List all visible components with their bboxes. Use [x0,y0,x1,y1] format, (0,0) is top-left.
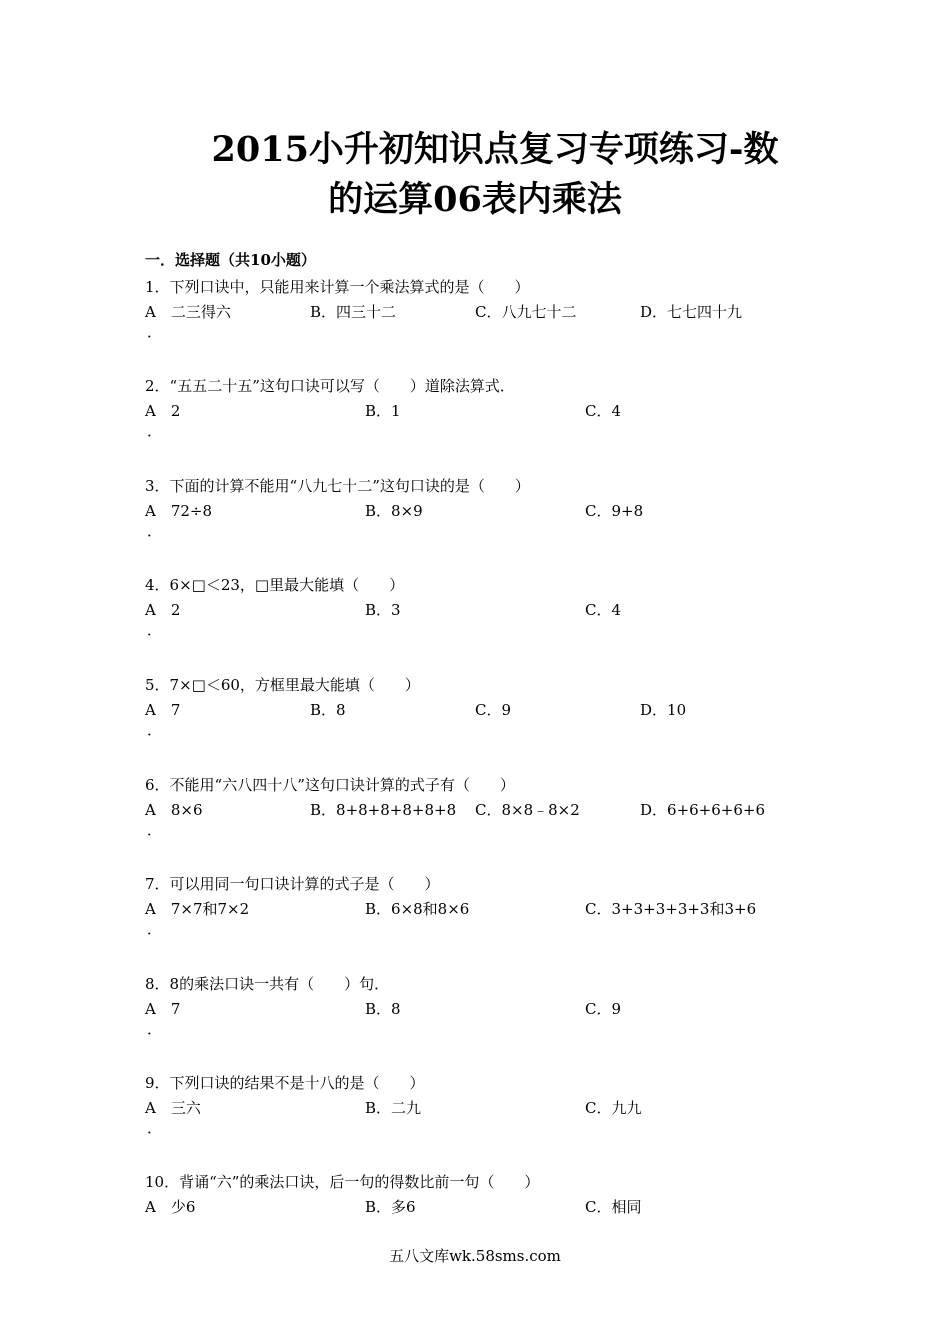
question-stem: 9．下列口诀的结果不是十八的是（ ） [145,1074,425,1092]
option-b: B．3 [365,601,401,619]
question-2 [145,374,845,450]
option-a: A 少6 [145,1198,196,1216]
question-stem: 8．8的乘法口诀一共有（ ）句． [145,975,390,993]
option-a: A 7 [145,1000,181,1018]
question-stem: 6．不能用“六八四十八”这句口诀计算的式子有（ ） [145,776,515,794]
option-row [145,398,845,424]
question-8 [145,972,845,1048]
question-stem: 7．可以用同一句口诀计算的式子是（ ） [145,875,440,893]
question-7 [145,872,845,948]
question-9 [145,1071,845,1147]
option-d: D．10 [640,701,687,719]
option-row [145,697,845,723]
option-b: B．二九 [365,1099,422,1117]
option-a: A 三六 [145,1099,201,1117]
option-dot: ． [147,920,163,938]
option-dot: ． [147,323,163,341]
option-b: B．多6 [365,1198,416,1216]
question-5 [145,673,845,749]
question-10 [145,1170,845,1220]
option-row [145,299,845,325]
question-4 [145,573,845,649]
option-b: B．8 [310,701,346,719]
option-c: C．4 [585,601,622,619]
option-row [145,1095,845,1121]
option-c: C．3+3+3+3+3和3+6 [585,900,757,918]
option-c: C．9 [475,701,512,719]
option-a: A 8×6 [145,801,203,819]
option-row [145,1194,845,1220]
option-b: B．1 [365,402,401,420]
option-c: C．9 [585,1000,622,1018]
question-stem: 5．7×□＜60，方框里最大能填（ ） [145,676,420,694]
option-c: C．八九七十二 [475,303,577,321]
option-c: C．相同 [585,1198,642,1216]
option-a: A 二三得六 [145,303,231,321]
question-stem: 10．背诵“六”的乘法口诀，后一句的得数比前一句（ ） [145,1173,540,1191]
option-a: A 72÷8 [145,502,213,520]
option-row [145,597,845,623]
section-heading: 一．选择题（共10小题） [145,251,316,269]
page-footer: 五八文库wk.58sms.com [389,1247,561,1265]
option-a: A 2 [145,601,181,619]
option-dot: ． [147,522,163,540]
option-a: A 2 [145,402,181,420]
option-row [145,896,845,922]
option-dot: ． [147,821,163,839]
option-row [145,797,845,823]
option-c: C．9+8 [585,502,644,520]
option-d: D．七七四十九 [640,303,743,321]
question-stem: 1．下列口诀中，只能用来计算一个乘法算式的是（ ） [145,278,530,296]
option-a: A 7×7和7×2 [145,900,250,918]
option-dot: ． [147,621,163,639]
option-dot: ． [147,1119,163,1137]
title-line-2: 的运算06表内乘法 [328,179,622,220]
question-1 [145,275,845,351]
option-a: A 7 [145,701,181,719]
question-stem: 2．“五五二十五”这句口诀可以写（ ）道除法算式． [145,377,515,395]
option-b: B．8+8+8+8+8+8 [310,801,457,819]
option-c: C．8×8﹣8×2 [475,801,580,819]
question-stem: 4．6×□＜23，□里最大能填（ ） [145,576,405,594]
document-title [0,125,950,225]
option-dot: ． [147,721,163,739]
question-3 [145,474,845,550]
option-b: B．8 [365,1000,401,1018]
option-row [145,996,845,1022]
option-dot: ． [147,1020,163,1038]
title-line-1: 2015小升初知识点复习专项练习-数 [211,129,779,170]
option-b: B．四三十二 [310,303,397,321]
question-6 [145,773,845,849]
option-dot: ． [147,422,163,440]
option-b: B．8×9 [365,502,423,520]
option-c: C．4 [585,402,622,420]
question-stem: 3．下面的计算不能用“八九七十二”这句口诀的是（ ） [145,477,530,495]
option-d: D．6+6+6+6+6 [640,801,766,819]
option-row [145,498,845,524]
option-b: B．6×8和8×6 [365,900,470,918]
option-c: C．九九 [585,1099,642,1117]
